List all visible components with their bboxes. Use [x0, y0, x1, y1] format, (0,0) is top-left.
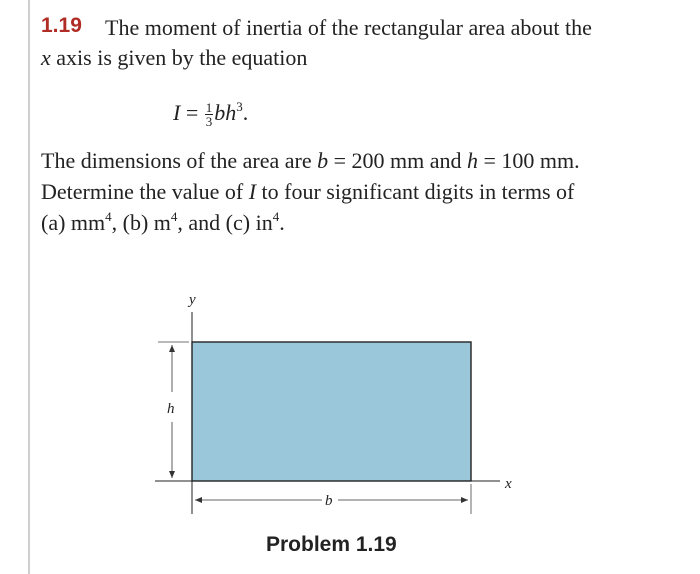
h-variable: h: [467, 148, 479, 173]
x-variable: x: [41, 45, 51, 70]
dims-text-3: = 100 mm.: [478, 148, 580, 173]
rectangular-area: [192, 342, 471, 481]
units-period: .: [279, 210, 285, 235]
determine-text-1: Determine the value of: [41, 179, 249, 204]
b-dimension-label: b: [325, 493, 333, 509]
dims-text-1: The dimensions of the area are: [41, 148, 318, 173]
equation-exponent: 3: [236, 99, 243, 114]
I-variable: I: [248, 179, 257, 204]
h-dimension-label: h: [167, 401, 175, 417]
equation-period: .: [242, 100, 249, 125]
determine-text-2: to four significant digits in terms of: [256, 179, 575, 204]
equation-rhs: bh: [214, 100, 237, 125]
fraction-numerator: 1: [205, 100, 213, 116]
unit-c: , and (c) in: [177, 210, 273, 235]
y-axis-label: y: [189, 292, 196, 308]
fraction-denominator: 3: [205, 114, 213, 130]
figure-caption: Problem 1.19: [266, 533, 397, 556]
unit-b-exponent: 4: [170, 209, 178, 224]
intro-line-2-text: axis is given by the equation: [50, 45, 308, 70]
problem-number: 1.19: [41, 14, 82, 37]
unit-b: , (b) m: [111, 210, 171, 235]
unit-a: (a) mm: [41, 210, 106, 235]
equation-equals: =: [180, 100, 204, 125]
dims-text-2: = 200 mm and: [328, 148, 468, 173]
unit-a-exponent: 4: [105, 209, 112, 224]
b-variable: b: [317, 148, 329, 173]
unit-c-exponent: 4: [272, 209, 280, 224]
x-axis-label: x: [505, 476, 512, 492]
equation-lhs: I: [173, 100, 181, 125]
intro-line-1: The moment of inertia of the rectangular area about the: [105, 15, 592, 40]
